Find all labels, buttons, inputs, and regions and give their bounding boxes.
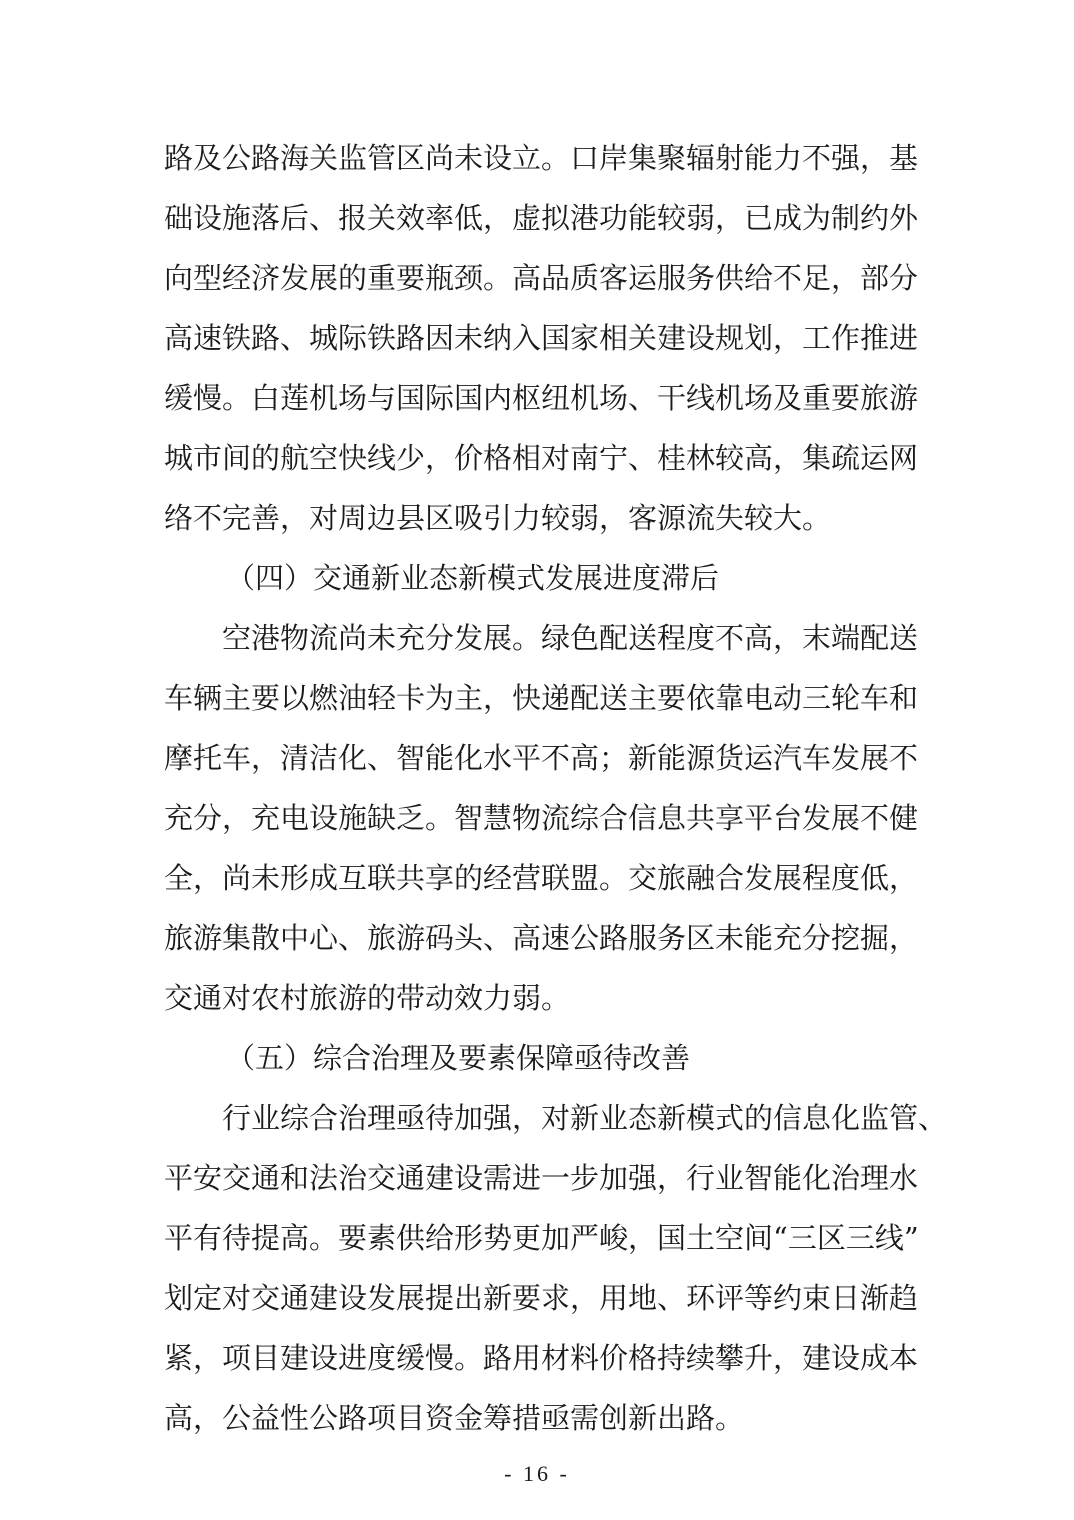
paragraph-line: 摩托车，清洁化、智能化水平不高；新能源货运汽车发展不 [164, 741, 919, 775]
paragraph-line: 车辆主要以燃油轻卡为主，快递配送主要依靠电动三轮车和 [164, 681, 919, 715]
paragraph-line: 络不完善，对周边县区吸引力较弱，客源流失较大。 [164, 501, 832, 535]
paragraph-line: 全，尚未形成互联共享的经营联盟。交旅融合发展程度低， [164, 861, 919, 895]
paragraph-line: 平有待提高。要素供给形势更加严峻，国土空间“三区三线” [164, 1221, 919, 1255]
paragraph-line: 划定对交通建设发展提出新要求，用地、环评等约束日渐趋 [164, 1281, 919, 1315]
paragraph-line: 城市间的航空快线少，价格相对南宁、桂林较高，集疏运网 [164, 441, 919, 475]
paragraph-line: 紧，项目建设进度缓慢。路用材料价格持续攀升，建设成本 [164, 1341, 919, 1375]
paragraph-line: 空港物流尚未充分发展。绿色配送程度不高，末端配送 [222, 621, 919, 655]
paragraph-line: 行业综合治理亟待加强，对新业态新模式的信息化监管、 [222, 1101, 948, 1135]
paragraph-line: 充分，充电设施缺乏。智慧物流综合信息共享平台发展不健 [164, 801, 919, 835]
paragraph-line: 缓慢。白莲机场与国际国内枢纽机场、干线机场及重要旅游 [164, 381, 919, 415]
section-heading: （四）交通新业态新模式发展进度滞后 [226, 561, 720, 595]
paragraph-line: 础设施落后、报关效率低，虚拟港功能较弱，已成为制约外 [164, 201, 919, 235]
paragraph-line: 向型经济发展的重要瓶颈。高品质客运服务供给不足，部分 [164, 261, 919, 295]
paragraph-line: 平安交通和法治交通建设需进一步加强，行业智能化治理水 [164, 1161, 919, 1195]
paragraph-line: 高速铁路、城际铁路因未纳入国家相关建设规划，工作推进 [164, 321, 919, 355]
paragraph-line: 路及公路海关监管区尚未设立。口岸集聚辐射能力不强，基 [164, 141, 919, 175]
page-number: - 16 - [504, 1461, 570, 1486]
section-heading: （五）综合治理及要素保障亟待改善 [226, 1041, 691, 1075]
paragraph-line: 高，公益性公路项目资金筹措亟需创新出路。 [164, 1401, 745, 1435]
paragraph-line: 旅游集散中心、旅游码头、高速公路服务区未能充分挖掘， [164, 921, 919, 955]
paragraph-line: 交通对农村旅游的带动效力弱。 [164, 981, 571, 1015]
